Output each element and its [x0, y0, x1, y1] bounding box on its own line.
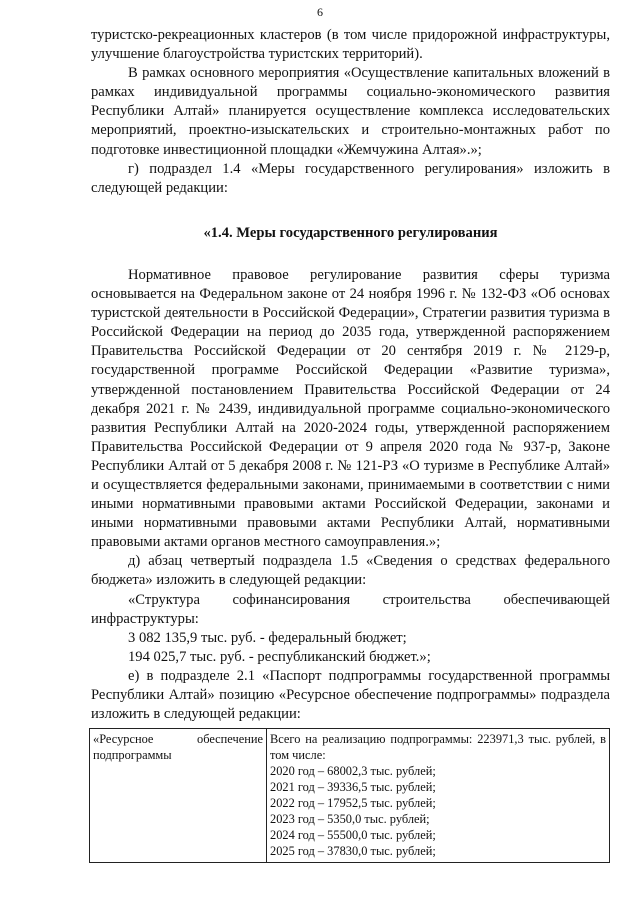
funding-year-2022: 2022 год – 17952,5 тыс. рублей;	[270, 796, 436, 811]
paragraph-subsection-1-4-intro: г) подраздел 1.4 «Меры государственного регулирования» изложить в следующей редакции:	[91, 160, 610, 196]
page-number: 6	[317, 5, 323, 19]
funding-year-2020: 2020 год – 68002,3 тыс. рублей;	[270, 764, 436, 779]
paragraph-republic-budget: 194 025,7 тыс. руб. - республиканский бюджет.»;	[128, 648, 431, 665]
table-row	[90, 729, 610, 863]
funding-total: Всего на реализацию подпрограммы: 223971,3 тыс. рублей, в том числе:	[270, 732, 606, 763]
paragraph-regulatory-framework: Нормативное правовое регулирование развития сферы туризма основывается на Федеральном законе от 24 ноября 1996 г. № 132-ФЗ «Об основах туристской деятельности в Российской Федерации», Стратегии развития туризма в Российской Федерации на период до 2035 года, утвержденной распоряжением Правительства Российской Федерации от 20 сентября 2019 г. № 2129-р, государственной программе Российской Федерации «Развитие туризма», утвержденной постановлением Правительства Российской Федерации от 24 декабря 2021 г. № 2439, индивидуальной программе социально-экономического развития Республики Алтай на 2020-2024 годы, утвержденной распоряжением Правительства Российской Федерации от 9 апреля 2020 года № 937-р, Законе Республики Алтай от 5 декабря 2008 г. № 121-РЗ «О туризме в Республике Алтай» и осуществляется федеральными законами, принимаемыми в соответствии с ними иными нормативными правовыми актами Российской Федерации, законами и иными нормативными правовыми актами Республики Алтай, нормативными правовыми актами органов местного самоуправления.»;	[91, 266, 610, 551]
paragraph-cofinancing-structure: «Структура софинансирования строительства обеспечивающей инфраструктуры:	[91, 591, 610, 627]
paragraph-tourism-clusters: туристско-рекреационных кластеров (в том числе придорожной инфраструктуры, улучшение благоустройства туристских территорий).	[91, 27, 610, 63]
funding-year-2025: 2025 год – 37830,0 тыс. рублей;	[270, 844, 436, 859]
paragraph-capital-investments: В рамках основного мероприятия «Осуществление капитальных вложений в рамках индивидуальной программы социально-экономического развития Республики Алтай» планируется осуществление комплекса исследовательских мероприятий, проектно-изыскательских и строительно-монтажных работ по подготовке инвестиционной площадки «Жемчужина Алтая».»;	[91, 65, 610, 158]
table-label-cell: «Ресурсное обеспечение подпрограммы	[90, 729, 267, 863]
paragraph-subsection-1-5-intro: д) абзац четвертый подраздела 1.5 «Сведения о средствах федерального бюджета» изложить в следующей редакции:	[91, 553, 610, 589]
document-body	[91, 26, 610, 863]
funding-year-2023: 2023 год – 5350,0 тыс. рублей;	[270, 812, 430, 827]
section-heading-1-4: «1.4. Меры государственного регулирования	[203, 224, 498, 241]
funding-year-2024: 2024 год – 55500,0 тыс. рублей;	[270, 828, 436, 843]
paragraph-subsection-2-1-intro: е) в подразделе 2.1 «Паспорт подпрограммы государственной программы Республики Алтай» позицию «Ресурсное обеспечение подпрограммы» подраздела изложить в следующей редакции:	[91, 667, 610, 723]
resource-support-table	[89, 728, 610, 863]
table-value-cell	[267, 729, 610, 863]
funding-year-2021: 2021 год – 39336,5 тыс. рублей;	[270, 780, 436, 795]
paragraph-federal-budget: 3 082 135,9 тыс. руб. - федеральный бюджет;	[128, 629, 407, 646]
